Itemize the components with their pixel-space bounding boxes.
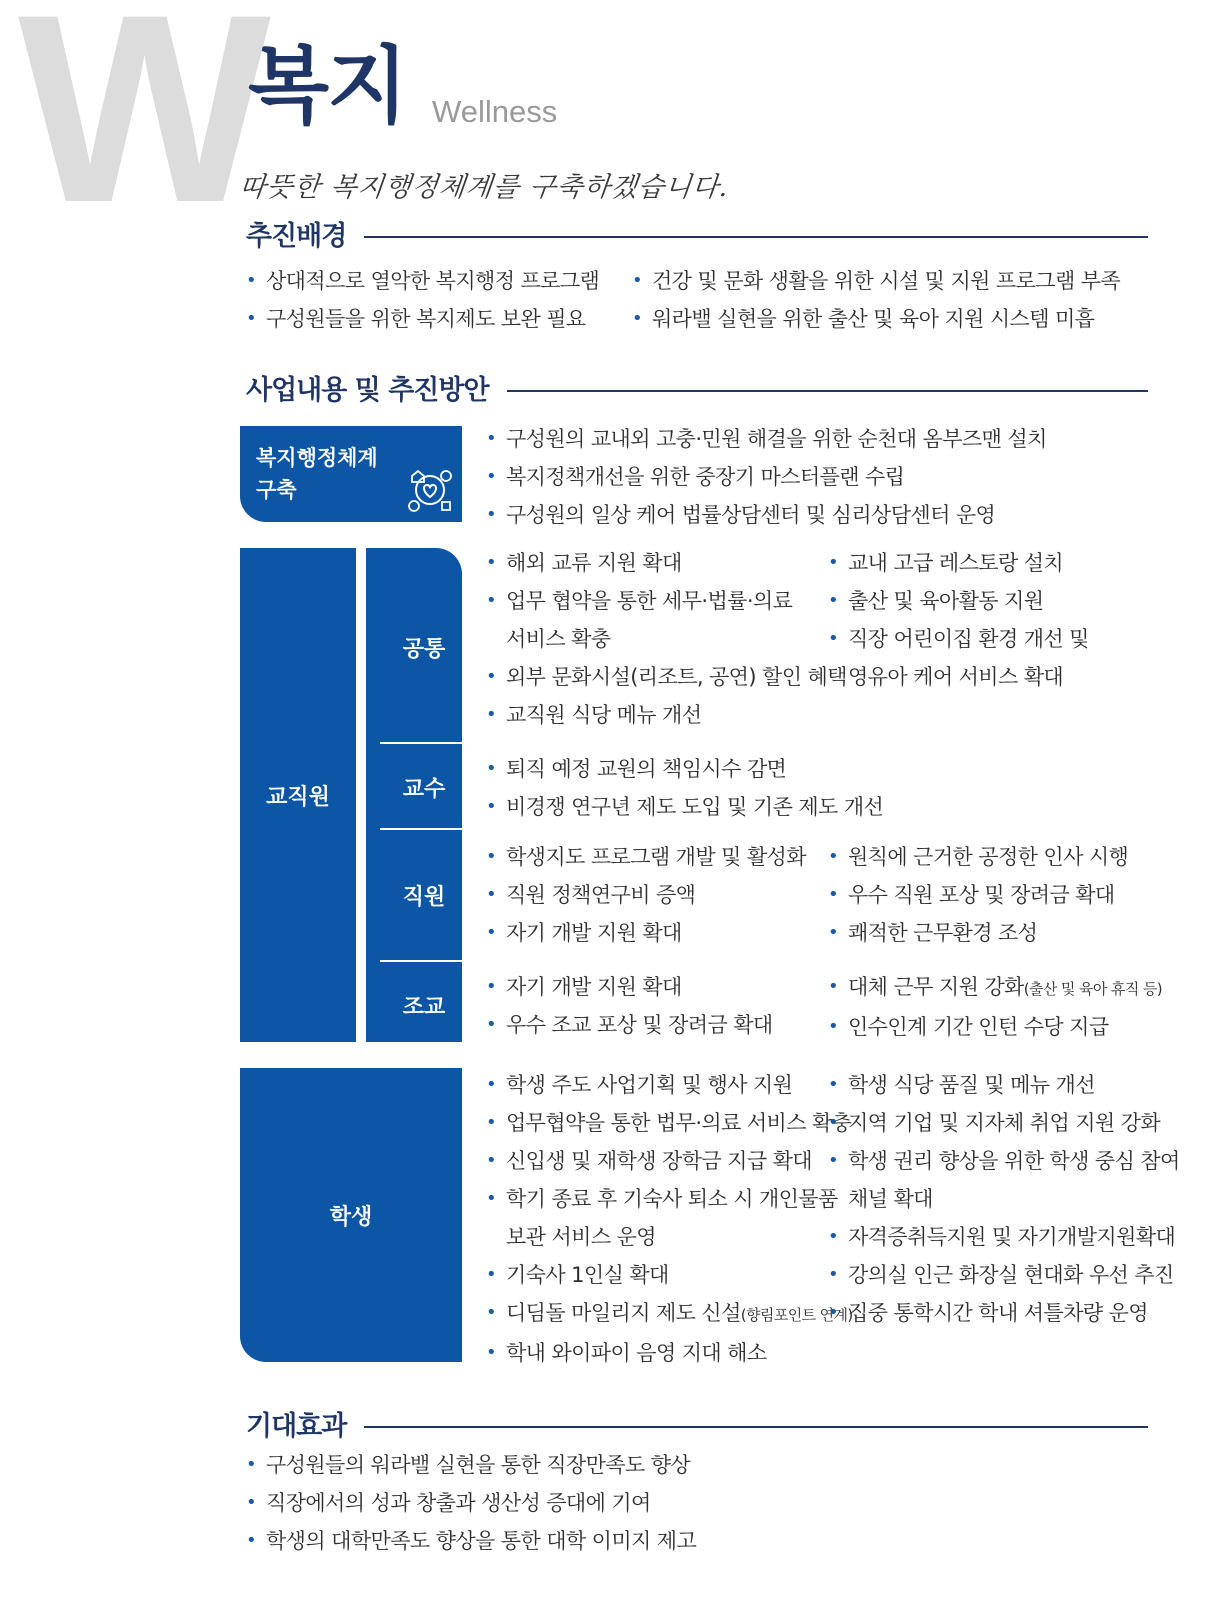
list-item: • 복지정책개선을 위한 중장기 마스터플랜 수립: [486, 458, 1047, 496]
page-subtitle: Wellness: [432, 94, 558, 129]
list-item-continued: 보관 서비스 운영: [506, 1225, 656, 1249]
item-main-text: 디딤돌 마일리지 제도 신설: [506, 1301, 741, 1325]
section-divider: [364, 1426, 1148, 1428]
common-list-right: [828, 544, 1089, 696]
admin-label-line1: 복지행정체계: [256, 446, 378, 470]
item-note-text: (출산 및 육아 휴직 등): [1023, 980, 1163, 998]
subcategory-employee: 직원: [402, 885, 446, 910]
list-item: • 워라밸 실현을 위한 출산 및 육아 지원 시스템 미흡: [632, 300, 1120, 338]
watermark-letter: W: [18, 0, 263, 258]
list-item: • 학생 권리 향상을 위한 학생 중심 참여: [828, 1142, 1180, 1180]
slogan: 따뜻한 복지행정체계를 구축하겠습니다.: [238, 172, 731, 203]
list-item: • 집중 통학시간 학내 셔틀차량 운영: [828, 1294, 1180, 1332]
subcategory-professor: 교수: [402, 777, 446, 802]
section-heading: 기대효과: [246, 1411, 347, 1442]
effects-list: [246, 1446, 696, 1560]
list-item: • 교직원 식당 메뉴 개선: [486, 696, 847, 734]
list-item: • 구성원의 교내외 고충·민원 해결을 위한 순천대 옴부즈맨 설치: [486, 420, 1047, 458]
subcategory-divider: [380, 828, 470, 830]
list-item: • 구성원들을 위한 복지제도 보완 필요: [246, 300, 599, 338]
list-item: • 자기 개발 지원 확대: [486, 968, 773, 1006]
list-item: [486, 1294, 853, 1334]
subcategory-common: 공통: [402, 637, 446, 662]
student-list-left: [486, 1066, 853, 1372]
list-item: • 구성원의 일상 케어 법률상담센터 및 심리상담센터 운영: [486, 496, 1047, 534]
admin-list: [486, 420, 1047, 534]
section-heading: 추진배경: [246, 221, 347, 252]
employee-list-right: [828, 838, 1128, 952]
page-title: 복지: [248, 37, 407, 135]
list-item: • 지역 기업 및 지자체 취업 지원 강화: [828, 1104, 1180, 1142]
admin-block: [240, 426, 462, 522]
list-item: • 건강 및 문화 생활을 위한 시설 및 지원 프로그램 부족: [632, 262, 1120, 300]
list-item: • 학생지도 프로그램 개발 및 활성화: [486, 838, 806, 876]
list-item: • 교내 고급 레스토랑 설치: [828, 544, 1089, 582]
section-divider: [364, 236, 1148, 238]
list-item: • 인수인계 기간 인턴 수당 지급: [828, 1008, 1162, 1046]
background-list-left: [246, 262, 599, 338]
staff-label: 교직원: [266, 784, 330, 810]
list-item: • 신입생 및 재학생 장학금 지급 확대: [486, 1142, 853, 1180]
list-item: [828, 968, 1162, 1008]
list-item: • 우수 조교 포상 및 장려금 확대: [486, 1006, 773, 1044]
list-item: • 상대적으로 열악한 복지행정 프로그램: [246, 262, 599, 300]
section-background-header: [246, 214, 1148, 253]
admin-label-line2: 구축: [256, 478, 297, 502]
item-main-text: 대체 근무 지원 강화: [848, 975, 1024, 999]
list-item: • 강의실 인근 화장실 현대화 우선 추진: [828, 1256, 1180, 1294]
subcategory-assistant: 조교: [402, 995, 446, 1020]
subcategory-divider: [380, 742, 470, 744]
section-divider: [507, 390, 1148, 392]
list-item: • 비경쟁 연구년 제도 도입 및 기존 제도 개선: [486, 788, 883, 826]
student-block: [240, 1068, 462, 1362]
list-item: • 해외 교류 지원 확대: [486, 544, 847, 582]
list-item: • 학기 종료 후 기숙사 퇴소 시 개인물품: [486, 1180, 853, 1218]
list-item: • 퇴직 예정 교원의 책임시수 감면: [486, 750, 883, 788]
list-item-continued: 영유아 케어 서비스 확대: [848, 665, 1064, 689]
employee-list-left: [486, 838, 806, 952]
list-item: • 원칙에 근거한 공정한 인사 시행: [828, 838, 1128, 876]
section-plan-header: [246, 368, 1148, 407]
student-label: 학생: [329, 1204, 373, 1230]
list-item: • 학생 식당 품질 및 메뉴 개선: [828, 1066, 1180, 1104]
list-item: • 쾌적한 근무환경 조성: [828, 914, 1128, 952]
list-item: • 우수 직원 포상 및 장려금 확대: [828, 876, 1128, 914]
list-item: • 학생의 대학만족도 향상을 통한 대학 이미지 제고: [246, 1522, 696, 1560]
subcategory-divider: [380, 960, 470, 962]
background-list-right: [632, 262, 1120, 338]
list-item: • 출산 및 육아활동 지원: [828, 582, 1089, 620]
student-list-right: [828, 1066, 1180, 1332]
list-item: • 학내 와이파이 음영 지대 해소: [486, 1334, 853, 1372]
list-item: • 직장에서의 성과 창출과 생산성 증대에 기여: [246, 1484, 696, 1522]
list-item: • 기숙사 1인실 확대: [486, 1256, 853, 1294]
list-item-continued: 서비스 확충: [506, 627, 611, 651]
section-heading: 사업내용 및 추진방안: [246, 375, 489, 406]
list-item: • 직원 정책연구비 증액: [486, 876, 806, 914]
professor-list: [486, 750, 883, 826]
list-item-continued: 채널 확대: [848, 1187, 933, 1211]
staff-block: [240, 548, 356, 1042]
list-item: • 외부 문화시설(리조트, 공연) 할인 혜택: [486, 658, 847, 696]
list-item: • 직장 어린이집 환경 개선 및: [828, 620, 1089, 658]
assistant-list-left: [486, 968, 773, 1044]
list-item: • 자기 개발 지원 확대: [486, 914, 806, 952]
list-item: • 구성원들의 워라밸 실현을 통한 직장만족도 향상: [246, 1446, 696, 1484]
list-item: • 업무 협약을 통한 세무·법률·의료: [486, 582, 847, 620]
list-item: • 자격증취득지원 및 자기개발지원확대: [828, 1218, 1180, 1256]
welfare-heart-icon: [406, 466, 454, 514]
common-list-left: [486, 544, 847, 734]
list-item: • 업무협약을 통한 법무·의료 서비스 확충: [486, 1104, 853, 1142]
list-item: • 학생 주도 사업기획 및 행사 지원: [486, 1066, 853, 1104]
assistant-list-right: [828, 968, 1162, 1046]
section-effects-header: [246, 1404, 1148, 1443]
item-note-text: (향림포인트 연계): [740, 1306, 853, 1324]
